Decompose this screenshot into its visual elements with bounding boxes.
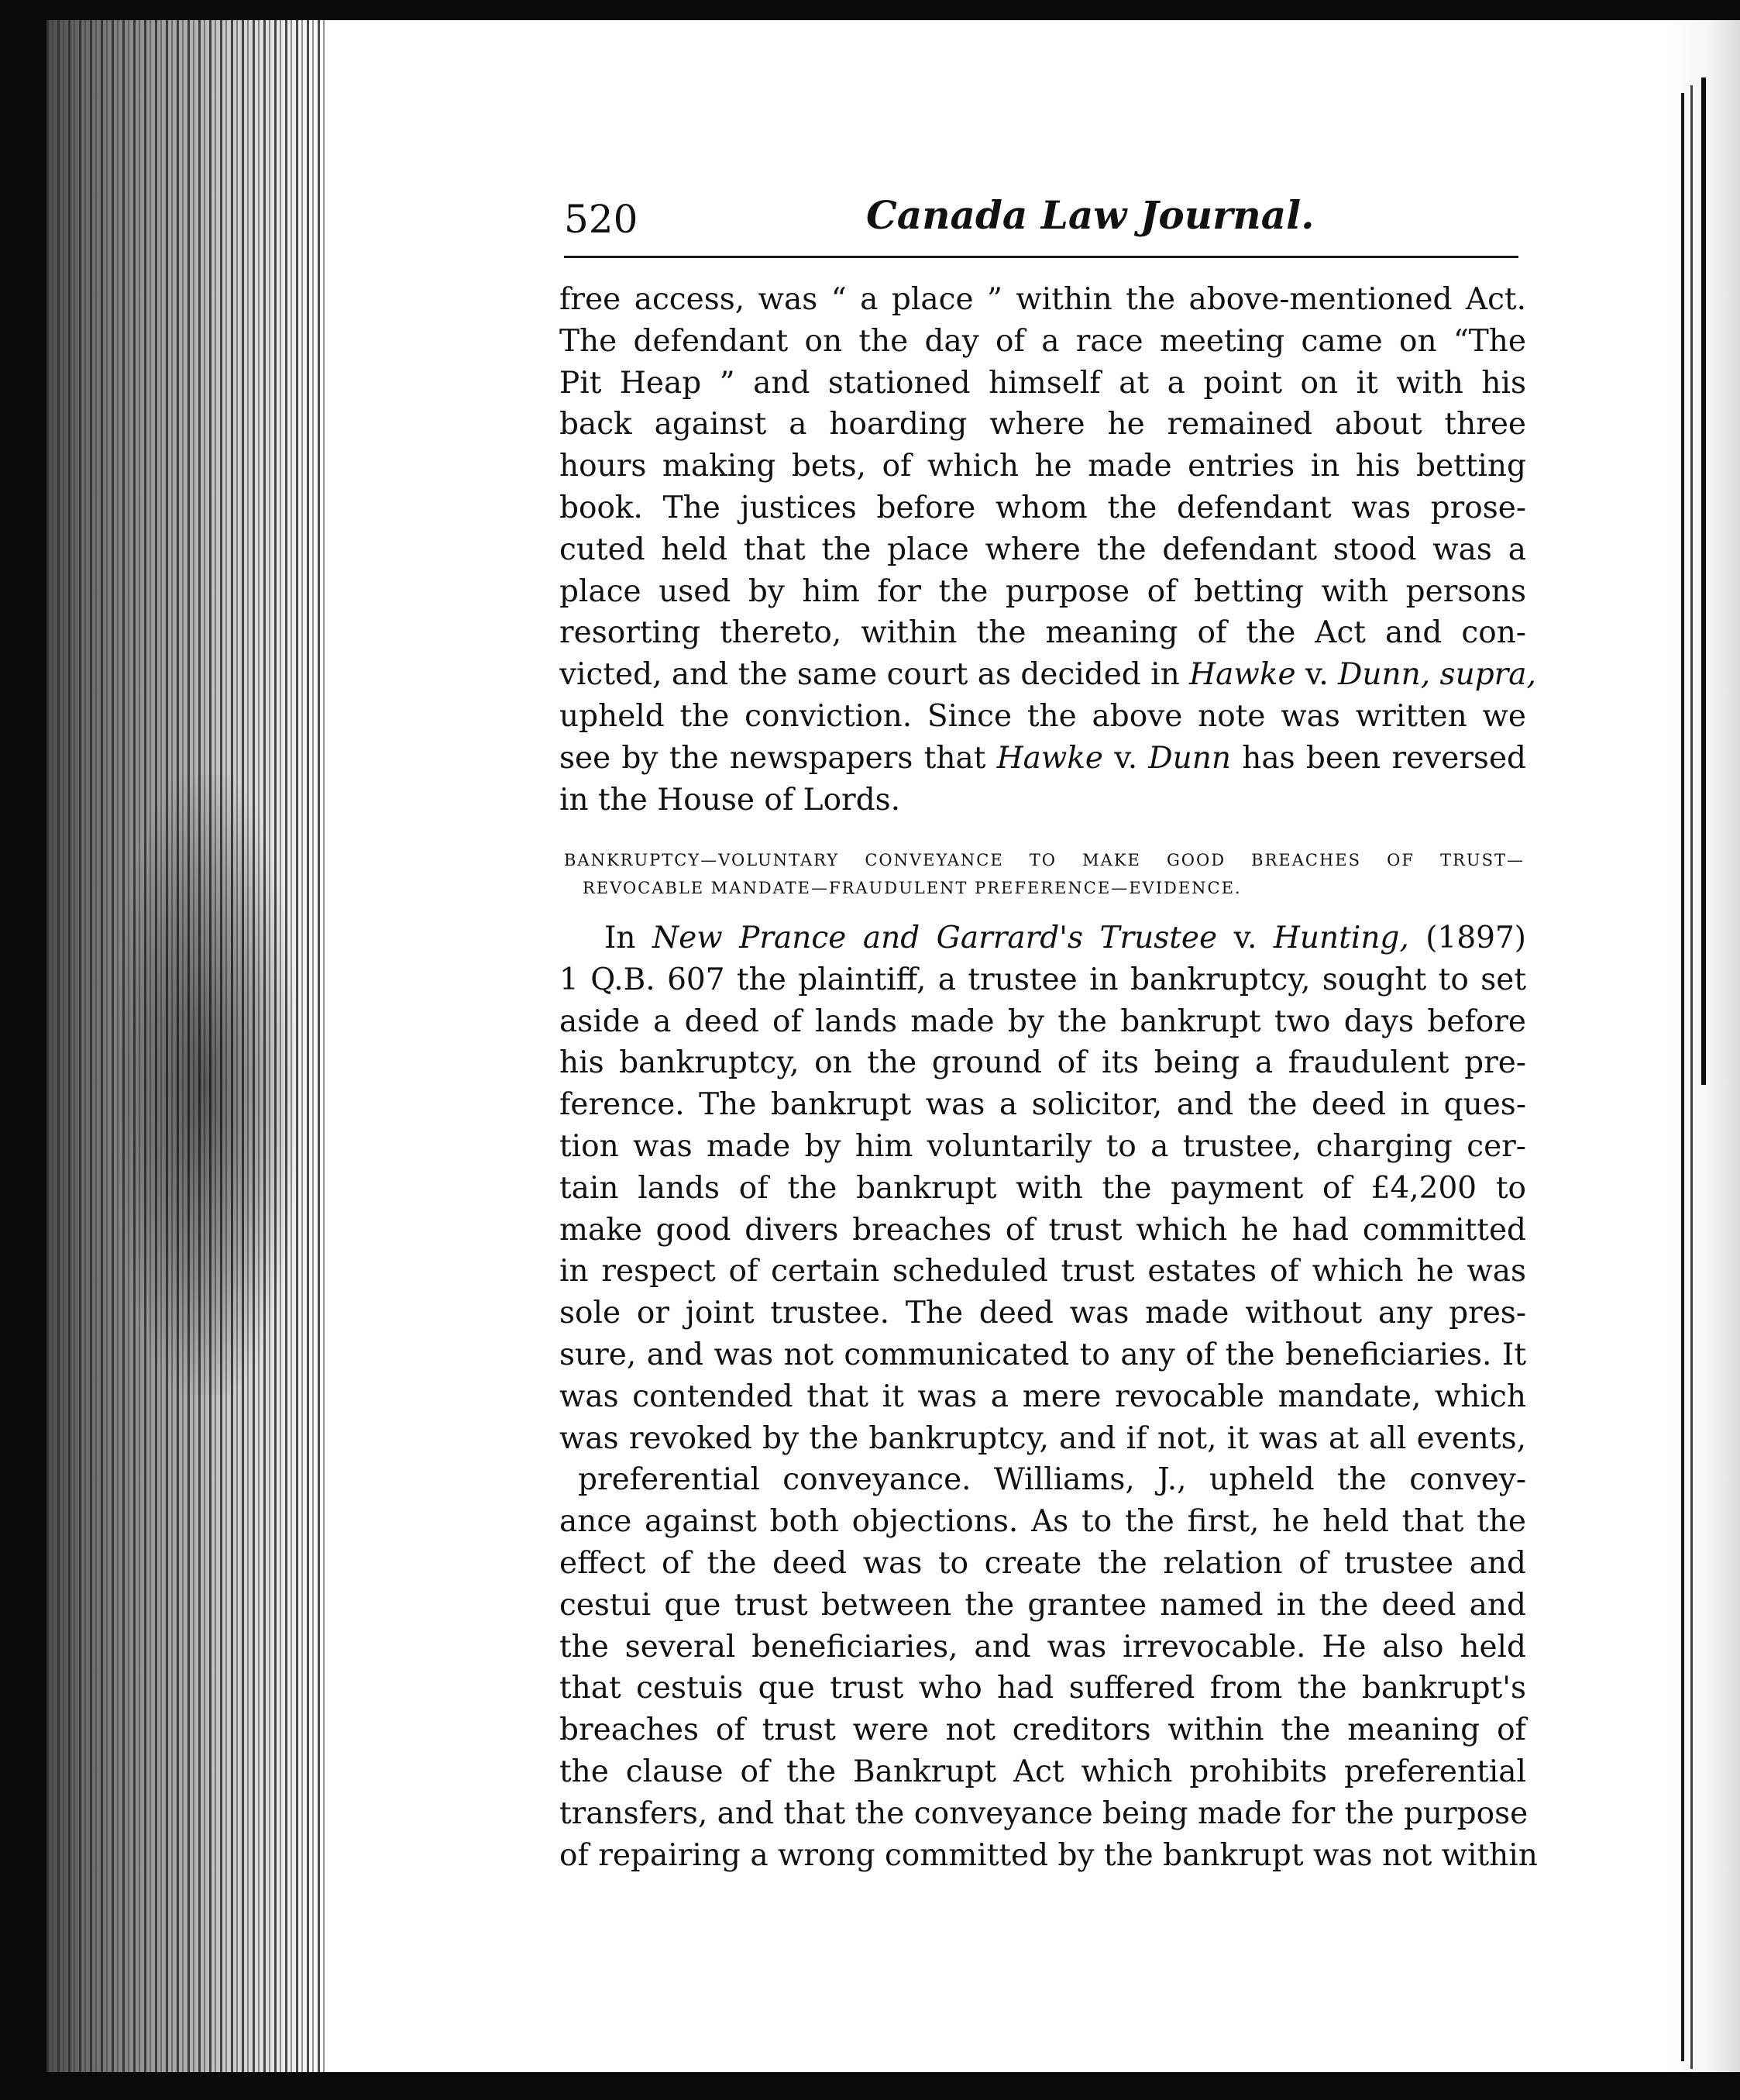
- case-name: Hawke: [1189, 657, 1296, 693]
- text-line: tain lands of the bankrupt with the payment of £4,200 to: [559, 1170, 1526, 1206]
- case-name: Dunn, supra,: [1338, 657, 1536, 693]
- text-line: breaches of trust were not creditors within the meaning of: [559, 1713, 1526, 1748]
- text-line: in the House of Lords.: [559, 782, 901, 818]
- text-line: was revoked by the bankruptcy, and if not, it was at all events,: [559, 1420, 1526, 1456]
- text-line: hours making bets, of which he made entries in his betting: [559, 449, 1526, 484]
- text-line: [559, 738, 1526, 780]
- heading-line: BANKRUPTCY—VOLUNTARY CONVEYANCE TO MAKE GOOD BREACHES OF TRUST—: [564, 851, 1525, 869]
- text-line: aside a deed of lands made by the bankrupt two days before: [559, 1004, 1526, 1039]
- versus: v.: [1103, 740, 1149, 776]
- section-heading: [564, 846, 1525, 902]
- text-line: effect of the deed was to create the relation of trustee and: [559, 1545, 1526, 1581]
- text-segment: In: [604, 921, 653, 955]
- text-line: in respect of certain scheduled trust estates of which he was: [559, 1254, 1526, 1289]
- case-name: Hawke: [996, 740, 1104, 776]
- text-line: Pit Heap ” and stationed himself at a point on it with his: [559, 365, 1526, 401]
- text-line: was contended that it was a mere revocable mandate, which: [559, 1379, 1526, 1414]
- case-name: Dunn: [1148, 740, 1231, 776]
- text-line: that cestuis que trust who had suffered from the bankrupt's: [559, 1671, 1526, 1706]
- text-line: sure, and was not communicated to any of the beneficiaries. It: [559, 1337, 1526, 1372]
- text-line: resorting thereto, within the meaning of the Act and con-: [559, 615, 1526, 651]
- text-segment: see by the newspapers that: [559, 740, 986, 776]
- text-line: cestui que trust between the grantee named in the deed and: [559, 1587, 1526, 1623]
- text-line: 1 Q.B. 607 the plaintiff, a trustee in bankruptcy, sought to set: [559, 962, 1526, 997]
- text-line: back against a hoarding where he remained about three: [559, 407, 1526, 442]
- text-line: his bankruptcy, on the ground of its being a fraudulent pre-: [559, 1045, 1526, 1081]
- text-line: [559, 654, 1536, 696]
- text-line: make good divers breaches of trust which he had committed: [559, 1212, 1526, 1248]
- text-segment: victed, and the same court as decided in: [559, 657, 1180, 693]
- versus: v.: [1295, 657, 1339, 693]
- text-line: cuted held that the place where the defendant stood was a: [559, 532, 1526, 567]
- case-name: New Prance and Garrard's Trustee: [652, 921, 1218, 955]
- text-line: transfers, and that the conveyance being made for the purpose: [559, 1795, 1529, 1831]
- text-line: the several beneficiaries, and was irrevocable. He also held: [559, 1629, 1526, 1665]
- text-line: preferential conveyance. Williams, J., upheld the convey-: [578, 1462, 1526, 1498]
- paragraph-continuation: [559, 279, 1536, 821]
- gutter-smudge: [116, 775, 294, 1395]
- journal-title: Canada Law Journal.: [866, 192, 1315, 238]
- page-number: 520: [564, 197, 638, 242]
- text-segment: has been reversed: [1231, 740, 1526, 776]
- running-header: [564, 188, 1518, 258]
- text-line: upheld the conviction. Since the above note was written we: [559, 698, 1526, 734]
- text-line: place used by him for the purpose of betting with persons: [559, 573, 1526, 609]
- scan-border-bottom: [0, 2072, 1740, 2100]
- text-line: sole or joint trustee. The deed was made without any pres-: [559, 1296, 1526, 1331]
- page-edge-line: [1690, 85, 1693, 2069]
- heading-line: REVOCABLE MANDATE—FRAUDULENT PREFERENCE—EVIDENCE.: [583, 879, 1242, 897]
- text-line: free access, was “ a place ” within the above-mentioned Act.: [559, 282, 1526, 317]
- text-line: The defendant on the day of a race meeting came on “The: [559, 323, 1526, 359]
- case-name: Hunting,: [1273, 921, 1409, 955]
- text-line: of repairing a wrong committed by the bankrupt was not within: [559, 1837, 1538, 1873]
- page-edge-line: [1681, 93, 1684, 2061]
- page-edge-line: [1701, 77, 1706, 1085]
- versus: v.: [1217, 921, 1274, 955]
- text-line: [559, 917, 1526, 959]
- text-line: ance against both objections. As to the first, he held that the: [559, 1504, 1526, 1540]
- text-segment: (1897): [1408, 921, 1526, 955]
- text-line: the clause of the Bankrupt Act which prohibits preferential: [559, 1754, 1526, 1789]
- scan-border-left: [0, 0, 46, 2100]
- text-line: book. The justices before whom the defendant was prose-: [559, 490, 1526, 525]
- scan-border-top: [0, 0, 1740, 20]
- paragraph-case-note: [559, 917, 1538, 1876]
- text-line: tion was made by him voluntarily to a trustee, charging cer-: [559, 1128, 1526, 1164]
- text-line: ference. The bankrupt was a solicitor, and the deed in ques-: [559, 1087, 1526, 1123]
